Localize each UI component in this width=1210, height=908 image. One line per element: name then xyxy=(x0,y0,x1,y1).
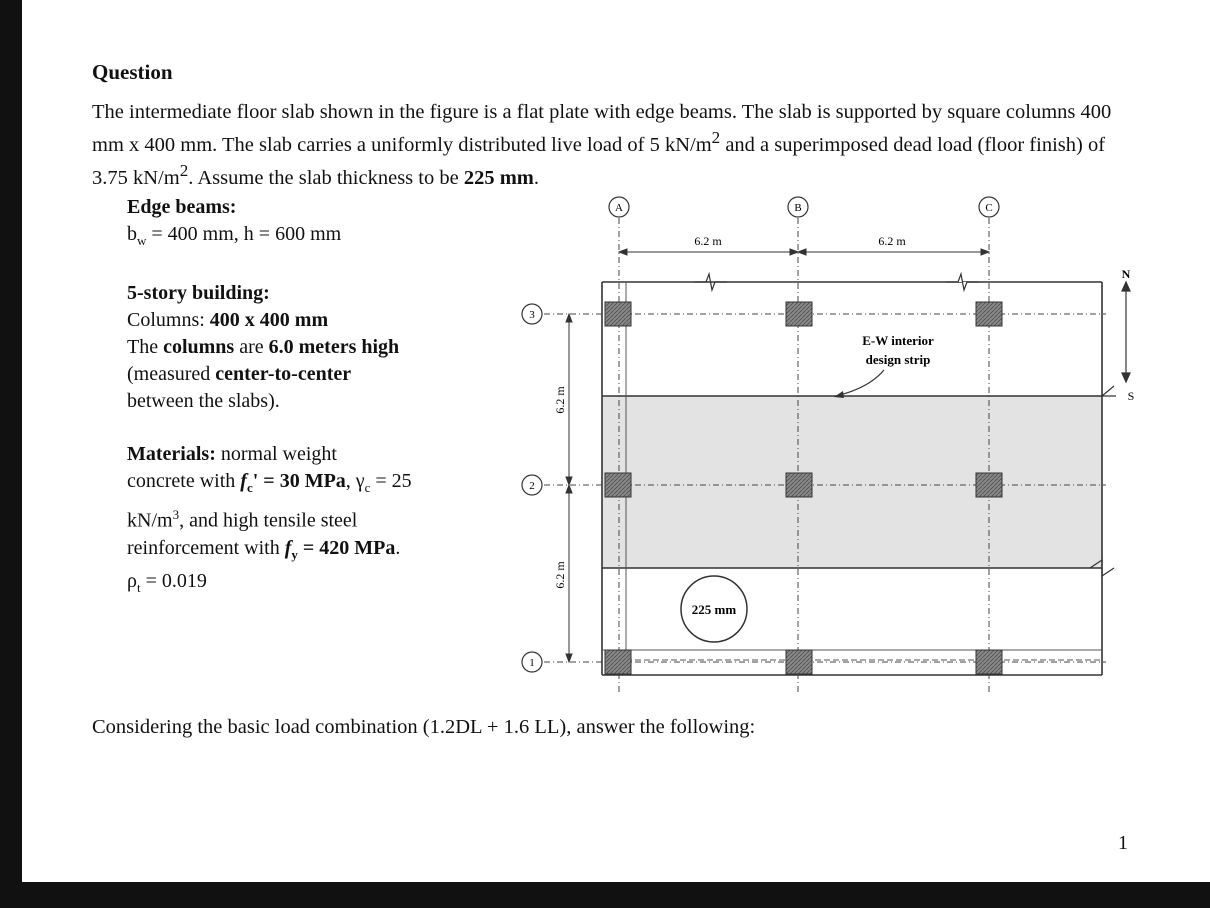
thickness-circle-label: 225 mm xyxy=(691,602,737,617)
value: = 0.019 xyxy=(140,569,207,592)
column xyxy=(786,473,812,497)
columns-line xyxy=(127,307,487,334)
symbol: b xyxy=(127,223,137,245)
strip-pointer-arrowhead xyxy=(834,391,844,398)
intro-text: and a superimposed dead load (floor finish) of 3.75 kN/m xyxy=(92,133,1106,189)
north-south-arrow xyxy=(1122,282,1130,382)
text: concrete with xyxy=(127,470,241,492)
document-page xyxy=(22,0,1210,882)
grid-label-c: C xyxy=(985,202,993,214)
subscript: c xyxy=(364,480,371,495)
value: = 420 MPa xyxy=(297,536,396,559)
edge-beams-title: Edge beams: xyxy=(127,196,237,218)
text: , and high tensile steel xyxy=(179,509,358,532)
span-v2-label: 6.2 m xyxy=(553,561,567,589)
column-height-line xyxy=(127,334,487,361)
intro-text: . xyxy=(533,166,539,189)
building-title: 5-story building: xyxy=(127,282,270,304)
left-border xyxy=(0,0,22,908)
load-combination-prompt: Considering the basic load combination (1.2DL + 1.6 LL), answer the following: xyxy=(92,716,756,738)
materials-line2 xyxy=(127,468,487,501)
south-label: S xyxy=(1127,389,1135,403)
text: , γ xyxy=(345,470,365,492)
measured-line xyxy=(127,361,487,388)
materials-line3 xyxy=(127,501,487,535)
intro-paragraph xyxy=(92,99,1142,191)
break-mark xyxy=(694,274,727,290)
edge-beams-dims xyxy=(127,221,487,254)
break-mark xyxy=(1102,386,1116,396)
text: 6.0 meters high xyxy=(268,336,400,358)
text: . xyxy=(395,536,401,559)
text: are xyxy=(234,336,269,358)
strip-label-line1: E-W interior xyxy=(862,333,934,348)
strip-label-line2: design strip xyxy=(865,352,931,367)
materials-line4 xyxy=(127,535,487,568)
column xyxy=(976,650,1002,674)
text: The xyxy=(127,336,164,358)
column xyxy=(605,473,631,497)
superscript: 2 xyxy=(711,128,721,147)
edge-beams-block xyxy=(127,194,487,254)
subscript: c xyxy=(246,480,253,495)
column xyxy=(605,650,631,674)
north-label: N xyxy=(1121,267,1131,281)
value: 400 x 400 mm xyxy=(209,309,329,331)
text: center-to-center xyxy=(215,363,352,385)
symbol: f xyxy=(240,470,247,492)
text: kN/m xyxy=(127,509,173,532)
superscript: 2 xyxy=(179,160,189,180)
value: = 400 mm, h = 600 mm xyxy=(146,223,342,245)
grid-label-b: B xyxy=(794,202,802,214)
symbol: ρ xyxy=(127,569,137,592)
vertical-dimensions xyxy=(566,314,572,662)
given-data xyxy=(127,194,487,601)
text: = 25 xyxy=(370,470,412,492)
grid-label-1: 1 xyxy=(529,657,535,669)
question-heading: Question xyxy=(92,60,173,84)
intro-text: The intermediate floor slab shown in the figure is a flat plate with edge beams. The slab is supported by square columns 400 mm x 400 mm. The slab carries a uniformly distributed live load of 5 kN/m xyxy=(92,101,1112,156)
column xyxy=(976,302,1002,326)
label: Columns: xyxy=(127,309,210,331)
materials-block xyxy=(127,441,487,601)
subscript: y xyxy=(291,546,298,562)
text: (measured xyxy=(127,363,216,385)
span-v1-label: 6.2 m xyxy=(553,386,567,414)
slab-thickness: 225 mm xyxy=(463,166,534,189)
page-number: 1 xyxy=(1118,832,1128,854)
column xyxy=(786,302,812,326)
materials-title: Materials: xyxy=(127,443,216,465)
building-block xyxy=(127,280,487,415)
text: reinforcement with xyxy=(127,536,285,559)
materials-line1 xyxy=(127,441,487,468)
text: columns xyxy=(163,336,235,358)
value: ' = 30 MPa xyxy=(252,470,346,492)
bottom-border xyxy=(0,882,1210,908)
horizontal-dimensions xyxy=(619,249,989,255)
rho-line xyxy=(127,568,487,601)
subscript: w xyxy=(137,233,147,248)
break-mark xyxy=(946,274,979,290)
strip-pointer-arrow xyxy=(836,370,884,396)
text: normal weight xyxy=(215,443,337,465)
superscript: 3 xyxy=(172,507,180,522)
grid-label-2: 2 xyxy=(529,480,535,492)
span-bc-label: 6.2 m xyxy=(878,234,906,248)
intro-text: . Assume the slab thickness to be xyxy=(188,166,464,189)
span-ab-label: 6.2 m xyxy=(694,234,722,248)
floor-plan-diagram xyxy=(494,190,1154,710)
column xyxy=(976,473,1002,497)
symbol: f xyxy=(284,536,292,559)
column xyxy=(605,302,631,326)
grid-label-3: 3 xyxy=(529,309,535,321)
design-strip-shading xyxy=(602,396,1102,568)
grid-label-a: A xyxy=(615,202,623,214)
between-line: between the slabs). xyxy=(127,390,280,412)
column xyxy=(786,650,812,674)
subscript: t xyxy=(136,579,141,595)
